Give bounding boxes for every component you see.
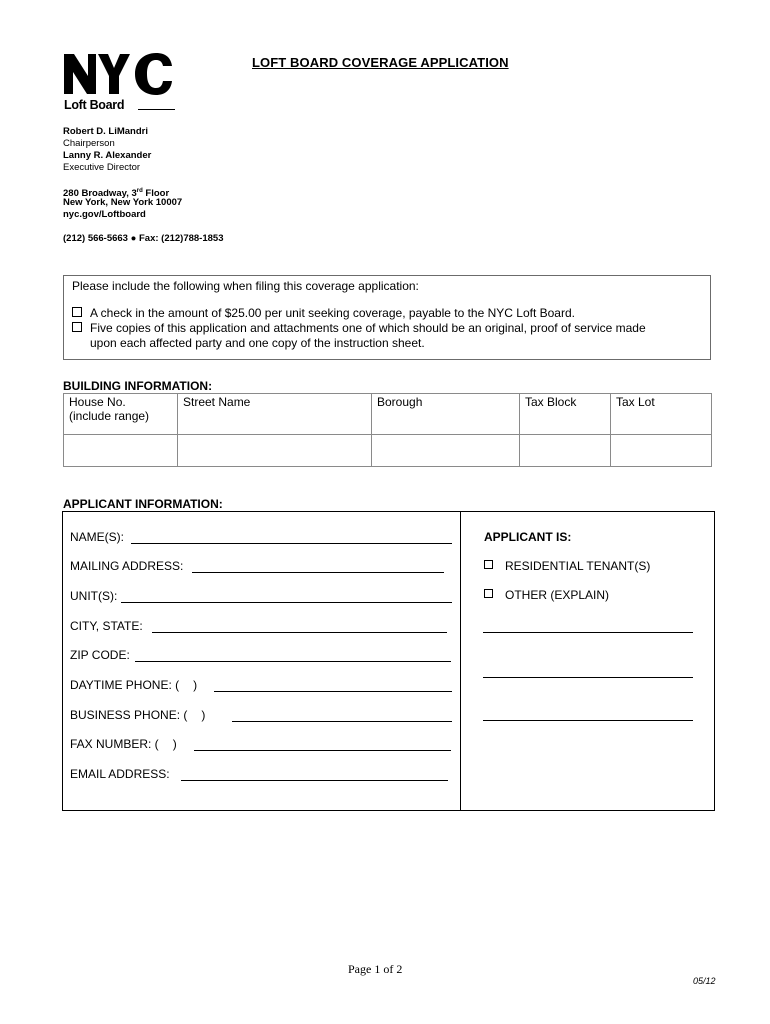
other-option[interactable]: OTHER (EXPLAIN) (484, 588, 609, 602)
col-house-no: House No. (include range) (64, 394, 178, 435)
business-phone-field[interactable] (232, 720, 452, 722)
zip-code-label: ZIP CODE: (70, 648, 130, 662)
checkbox-icon (72, 322, 82, 332)
director-name: Lanny R. Alexander (63, 150, 152, 161)
tax-block-input[interactable] (520, 435, 611, 467)
instructions-box (63, 275, 711, 360)
col-street-name: Street Name (178, 394, 372, 435)
zip-code-field[interactable] (135, 660, 451, 662)
mailing-address-field[interactable] (192, 571, 444, 573)
names-field[interactable] (131, 542, 452, 544)
borough-input[interactable] (372, 435, 520, 467)
building-info-header: BUILDING INFORMATION: (63, 379, 213, 393)
building-table (63, 393, 712, 467)
residential-tenant-option[interactable]: RESIDENTIAL TENANT(S) (484, 559, 650, 573)
city-state-label: CITY, STATE: (70, 619, 143, 633)
checkbox-icon (72, 307, 82, 317)
col-tax-block: Tax Block (520, 394, 611, 435)
street-name-input[interactable] (178, 435, 372, 467)
revision-date: 05/12 (693, 976, 716, 986)
email-address-label: EMAIL ADDRESS: (70, 767, 170, 781)
logo-subtitle: Loft Board (64, 98, 125, 112)
chair-title: Chairperson (63, 138, 115, 149)
phone-fax: (212) 566-5663 ● Fax: (212)788-1853 (63, 233, 224, 244)
names-label: NAME(S): (70, 530, 124, 544)
daytime-phone-label: DAYTIME PHONE: ( ) (70, 678, 198, 692)
checkbox-icon[interactable] (484, 589, 493, 598)
instruction-item: Five copies of this application and attachments one of which should be an original, proof of service made (72, 321, 702, 336)
city-state-field[interactable] (152, 631, 447, 633)
col-borough: Borough (372, 394, 520, 435)
chair-name: Robert D. LiMandri (63, 126, 148, 137)
mailing-address-label: MAILING ADDRESS: (70, 559, 184, 573)
explain-line-2[interactable] (483, 676, 693, 678)
document-title: LOFT BOARD COVERAGE APPLICATION (252, 55, 509, 70)
checkbox-icon[interactable] (484, 560, 493, 569)
page-number: Page 1 of 2 (348, 962, 403, 976)
col-tax-lot: Tax Lot (611, 394, 712, 435)
fax-number-label: FAX NUMBER: ( ) (70, 737, 177, 751)
address-city: New York, New York 10007 (63, 197, 183, 208)
house-no-input[interactable] (64, 435, 178, 467)
address-street: 280 Broadway, 3rd Floor (63, 188, 170, 200)
tax-lot-input[interactable] (611, 435, 712, 467)
website: nyc.gov/Loftboard (63, 209, 146, 220)
units-field[interactable] (121, 601, 452, 603)
director-title: Executive Director (63, 162, 141, 173)
daytime-phone-field[interactable] (214, 690, 452, 692)
instructions-heading: Please include the following when filing this coverage application: (72, 279, 419, 293)
explain-line-3[interactable] (483, 719, 693, 721)
business-phone-label: BUSINESS PHONE: ( ) (70, 708, 206, 722)
email-address-field[interactable] (181, 779, 448, 781)
applicant-divider (460, 511, 461, 811)
applicant-is-label: APPLICANT IS: (484, 530, 572, 544)
explain-line-1[interactable] (483, 631, 693, 633)
fax-number-field[interactable] (194, 749, 451, 751)
units-label: UNIT(S): (70, 589, 118, 603)
instruction-item: A check in the amount of $25.00 per unit seeking coverage, payable to the NYC Loft Board. (72, 306, 702, 321)
applicant-info-header: APPLICANT INFORMATION: (63, 497, 223, 511)
logo-rule (138, 109, 175, 110)
nyc-logo (62, 50, 176, 96)
instruction-item-continued: upon each affected party and one copy of the instruction sheet. (90, 336, 425, 350)
